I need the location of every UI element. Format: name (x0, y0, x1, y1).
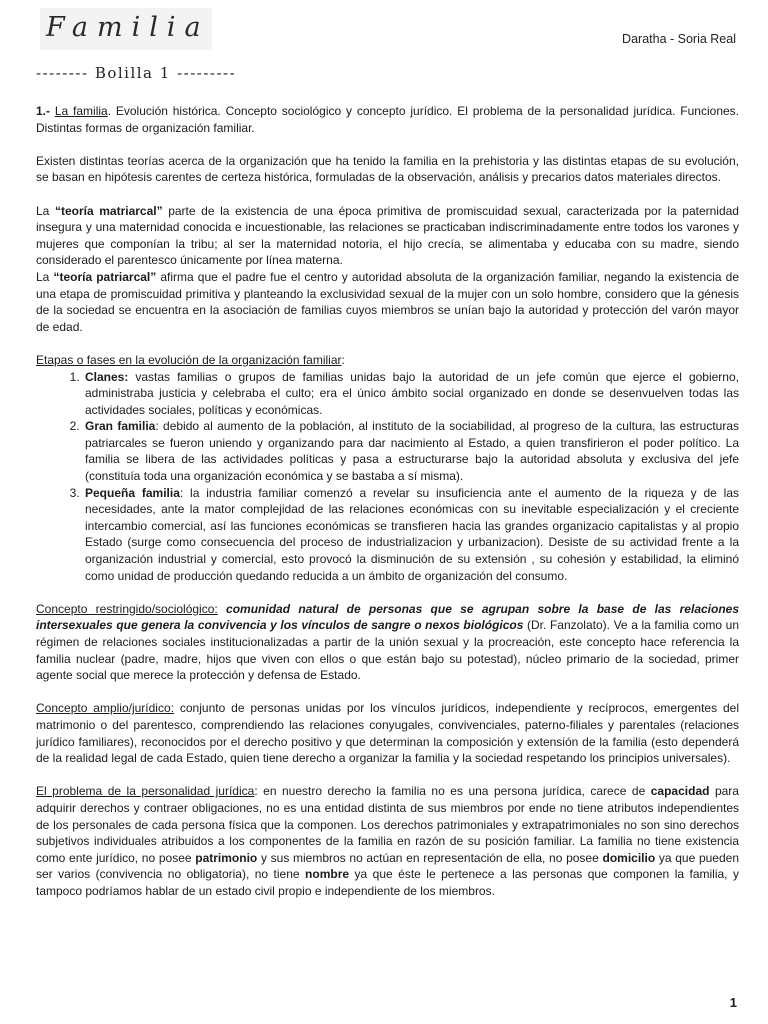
matriarcal-text: parte de la existencia de una época primitiva de promiscuidad sexual, caracterizada por la paternidad insegura y una maternidad conocida e incuestionable, las relaciones se practicaban indiscriminadamente entre todos los varones y mujeres que componían la tribu; al ser la maternidad notoria, el hijo crecía, se alimentaba y educaba con su madre, siendo considerado el parentesco únicamente por línea materna. (36, 203, 739, 268)
personality-paragraph (36, 783, 739, 899)
intro-paragraph: Existen distintas teorías acerca de la organización que ha tenido la familia en la prehistoria y las distintas etapas de su evolución, se basan en hipótesis carentes de certeza histórica, formuladas de la observación, análisis y precarios datos materiales directos. (36, 153, 739, 185)
stage-term: Pequeña familia (85, 485, 180, 500)
patriarcal-paragraph (36, 269, 739, 335)
stage-term: Clanes: (85, 369, 129, 384)
page-number: 1 (729, 995, 737, 1010)
stages-heading-text: Etapas o fases en la evolución de la organización familiar (36, 352, 342, 367)
patriarcal-text: afirma que el padre fue el centro y autoridad absoluta de la organización familiar, negando la existencia de una etapa de promiscuidad primitiva y planteando la exclusividad sexual de la mujer con un solo hombre, considero que la génesis de la sociedad se encuentra en la asociación de familias cuyos miembros se unían bajo la autoridad y protección del varón mayor de edad. (36, 269, 740, 334)
topic-title: La familia (54, 104, 108, 118)
stage-term: Gran familia (85, 419, 156, 434)
matriarcal-pre: La (36, 203, 55, 218)
personality-bold-patrimonio: patrimonio (195, 850, 258, 865)
topic-paragraph (36, 103, 739, 136)
matriarcal-term: “teoría matriarcal” (54, 203, 163, 218)
concept-broad-text: conjunto de personas unidas por los vínculos jurídicos, independiente y recíprocos, emergentes del matrimonio o del parentesco, comprendiendo las relaciones conyugales, convivenciales, paterno-filiales y parentales (relaciones jurídico familiares), reconocidos por el derecho positivo y que determinan la composición y extensión de la familia (esto dependerá de la realidad legal de cada Estado, quien tiene derecho a organizar la familia y la sociedad respetando los principios universales). (36, 701, 740, 766)
stage-text: : la industria familiar comenzó a revelar su insuficiencia ante el aumento de la riqueza y de las necesidades, ante la mator complejidad de las relaciones económicas con su inevitable especialización y el creciente intercambio comercial, así las funciones económicas se transfieren hacia las grandes organizacio capitalistas y al propio Estado (surge como consecuencia del proceso de industrializacion y urbanizacion). Desiste de su actividad frente a la organización industrial y comercial, esto provocó la disminución de su extensión , su cohesión y estabilidad, la eliminó como unidad de producción quedando reducida a un ámbito de organización del consumo. (85, 485, 739, 583)
topic-number: 1.- (36, 104, 51, 118)
concept-restricted-label: Concepto restringido/sociológico: (36, 601, 218, 616)
personality-text-1: : en nuestro derecho la familia no es una persona jurídica, carece de (254, 784, 651, 799)
personality-text-4: ya que pueden ser varios (convivencia no obligatoria), no tiene (36, 850, 739, 882)
concept-restricted-paragraph (36, 601, 739, 684)
matriarcal-paragraph (36, 203, 739, 269)
authors: Daratha - Soria Real (622, 32, 736, 46)
stages-list (36, 369, 739, 585)
stage-text: vastas familias o grupos de familias unidas bajo la autoridad de un jefe común que ejerce el gobierno, administraba justicia y celebraba el culto; era el único ámbito social organizado en donde se desenvuelven todas las actividades sociales, políticas y económicas. (85, 369, 739, 417)
stages-heading (36, 352, 739, 369)
personality-text-3: y sus miembros no actúan en representación de ella, no posee (257, 850, 603, 865)
section-heading: -------- Bolilla 1 --------- (36, 64, 237, 82)
patriarcal-pre: La (36, 269, 54, 284)
stage-text: : debido al aumento de la población, al instituto de la sociabilidad, al progreso de la cultura, las estructuras patriarcales se fueron uniendo y organizando para dar nacimiento al Estado, a quien transfirieron el poder político. La familia se libera de las actividades políticas y pasa a estructurarse bajo la autoridad absoluta y exclusiva del jefe (constituía toda una organización económica y se bastaba a sí misma). (85, 419, 739, 484)
topic-rest: . Evolución histórica. Concepto sociológico y concepto jurídico. El problema de la personalidad jurídica. Funciones. Distintas formas de organización familiar. (36, 104, 739, 135)
personality-bold-domicilio: domicilio (602, 850, 656, 865)
document-body (36, 103, 739, 916)
concept-restricted-definition: comunidad natural de personas que se agrupan sobre la base de las relaciones intersexuales que genera la convivencia y los vínculos de sangre o nexos biológicos (36, 601, 740, 633)
personality-bold-nombre: nombre (305, 867, 350, 882)
personality-label: El problema de la personalidad jurídica (36, 784, 255, 799)
logo (40, 8, 212, 50)
concept-restricted-text: (Dr. Fanzolato). Ve a la familia como un régimen de relaciones sociales institucionalizadas a partir de la unión sexual y la procreación, este concepto hace referencia la familia nuclear (padre, madre, hijos que viven con ellos o que están bajo su potestad), núcleo primario de la sociedad, primer agente social que merece la protección y defensa de Estado. (36, 618, 739, 683)
personality-bold-capacidad: capacidad (650, 784, 710, 799)
list-item (83, 369, 739, 419)
concept-broad-paragraph (36, 700, 739, 766)
list-item (83, 418, 739, 484)
logo-text: Familia (46, 12, 210, 43)
stages-heading-colon: : (341, 352, 345, 367)
patriarcal-term: “teoría patriarcal” (53, 269, 157, 284)
concept-broad-label: Concepto amplio/jurídico: (36, 701, 174, 716)
personality-text-2: para adquirir derechos y contraer obligaciones, no es una entidad distinta de sus miembros por ende no tiene atributos independientes de los personales de cada persona física que la componen. Los derechos patrimoniales y extrapatrimoniales no son sino derechos subjetivos individuales atribuidos a los componentes de la familia en razón de su posición familiar. La familia no tiene existencia como ente jurídico, no posee (36, 784, 739, 865)
list-item (83, 485, 739, 585)
personality-text-5: ya que éste le pertenece a las personas que componen la familia, y tampoco podríamos hablar de un estado civil propio e independiente de los miembros. (36, 867, 739, 898)
